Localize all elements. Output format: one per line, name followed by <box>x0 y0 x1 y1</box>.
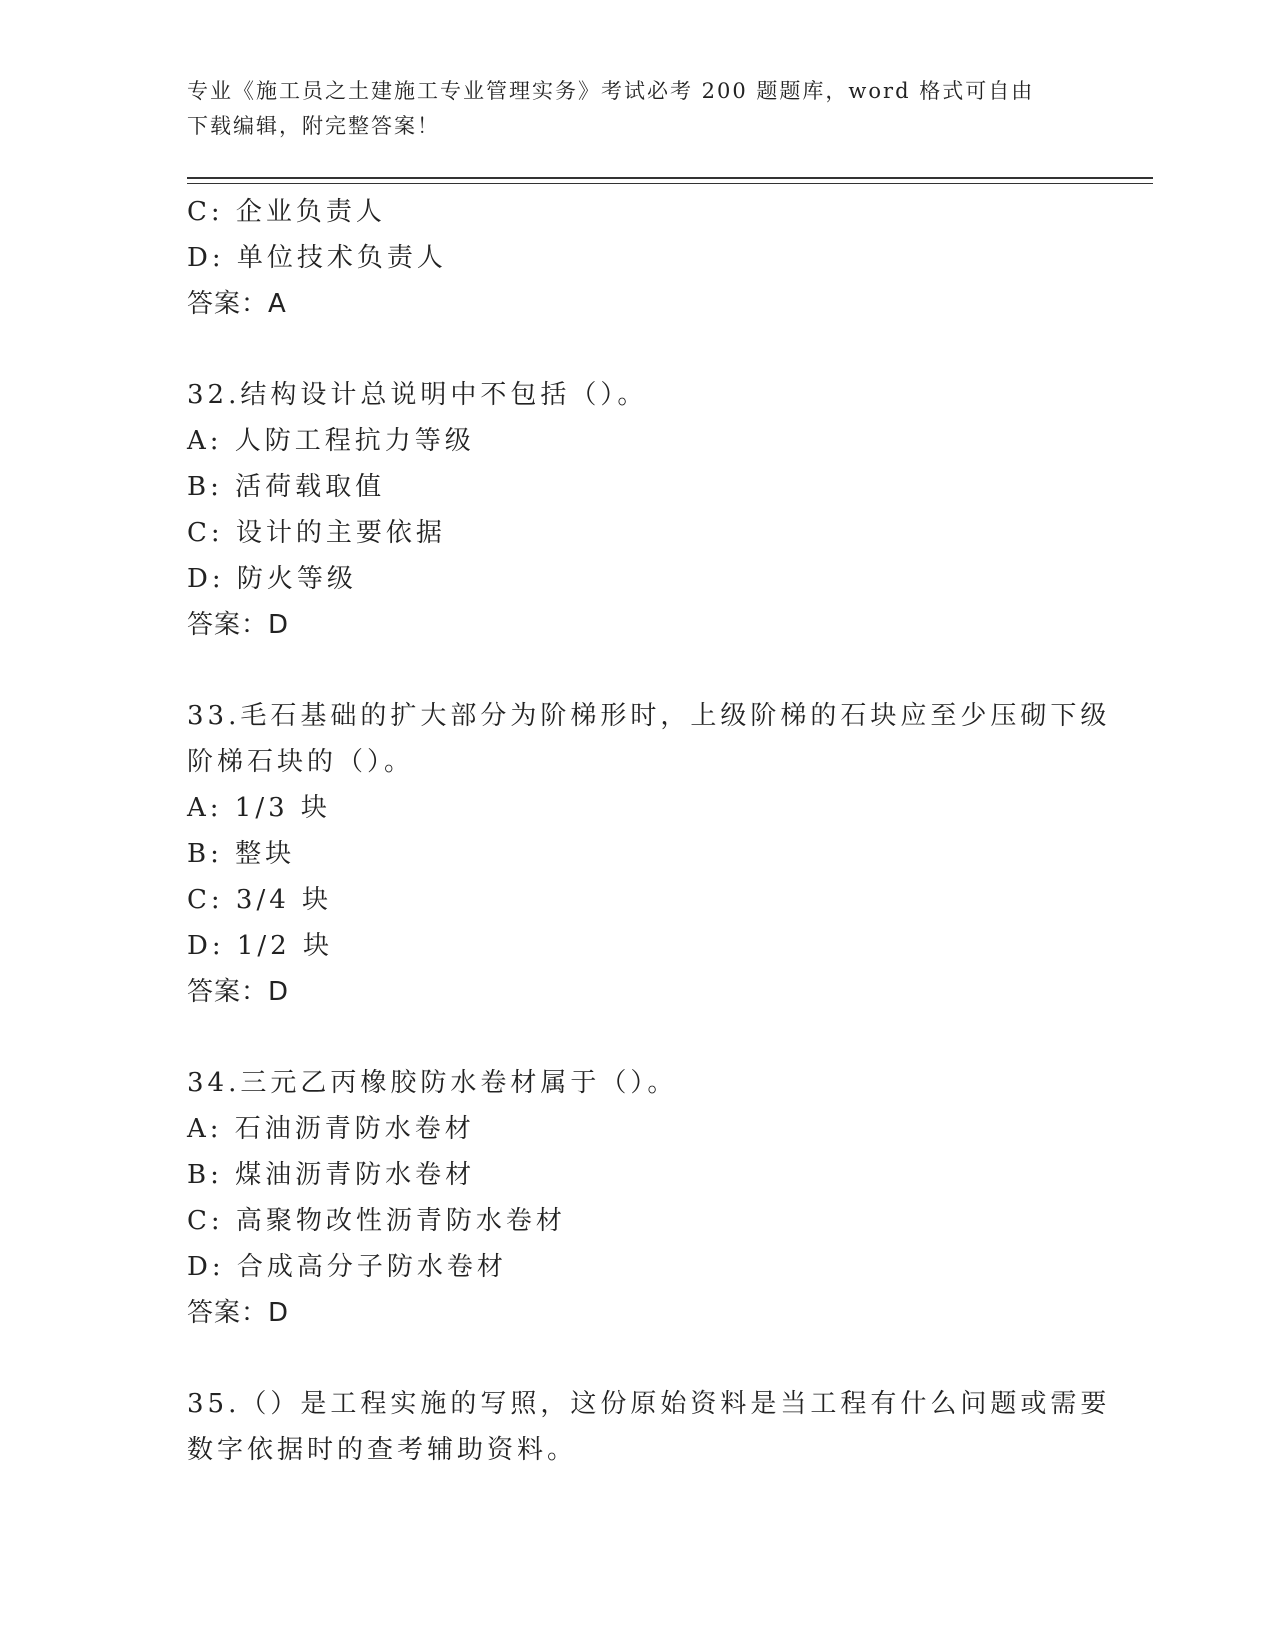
question-content <box>187 189 1111 1473</box>
option-b: B: 活荷载取值 <box>187 472 386 502</box>
option-c: C: 设计的主要依据 <box>187 518 446 548</box>
question-stem: 34.三元乙丙橡胶防水卷材属于（）。 <box>187 1068 678 1098</box>
question-34 <box>187 1060 1087 1336</box>
question-stem-line-2: 阶梯石块的（）。 <box>187 747 415 777</box>
answer: 答案：D <box>187 1298 290 1328</box>
document-header <box>187 74 1087 144</box>
answer: 答案：D <box>187 977 290 1007</box>
question-stem-line-1: 33.毛石基础的扩大部分为阶梯形时，上级阶梯的石块应至少压砌下级 <box>187 701 1111 731</box>
option-d: D: 防火等级 <box>187 564 357 594</box>
question-35 <box>187 1381 1111 1473</box>
continued-answer: 答案：A <box>187 289 287 319</box>
question-32 <box>187 372 1087 648</box>
question-stem-line-2: 数字依据时的查考辅助资料。 <box>187 1435 578 1465</box>
header-rule-thick <box>187 177 1153 179</box>
option-c: C: 3/4 块 <box>187 885 333 915</box>
header-line-1: 专业《施工员之土建施工专业管理实务》考试必考 200 题题库，word 格式可自由 <box>187 79 1035 103</box>
continued-option-d: D: 单位技术负责人 <box>187 243 447 273</box>
header-line-2: 下载编辑，附完整答案！ <box>187 114 440 138</box>
option-c: C: 高聚物改性沥青防水卷材 <box>187 1206 566 1236</box>
header-rule-thin <box>187 183 1153 184</box>
option-a: A: 人防工程抗力等级 <box>187 426 475 456</box>
continued-option-c: C: 企业负责人 <box>187 197 386 227</box>
answer: 答案：D <box>187 610 290 640</box>
option-a: A: 石油沥青防水卷材 <box>187 1114 475 1144</box>
option-a: A: 1/3 块 <box>187 793 331 823</box>
option-d: D: 1/2 块 <box>187 931 333 961</box>
option-d: D: 合成高分子防水卷材 <box>187 1252 507 1282</box>
question-stem: 32.结构设计总说明中不包括（）。 <box>187 380 648 410</box>
option-b: B: 煤油沥青防水卷材 <box>187 1160 476 1190</box>
option-b: B: 整块 <box>187 839 296 869</box>
question-stem-line-1: 35.（）是工程实施的写照，这份原始资料是当工程有什么问题或需要 <box>187 1389 1111 1419</box>
question-33 <box>187 693 1111 1015</box>
